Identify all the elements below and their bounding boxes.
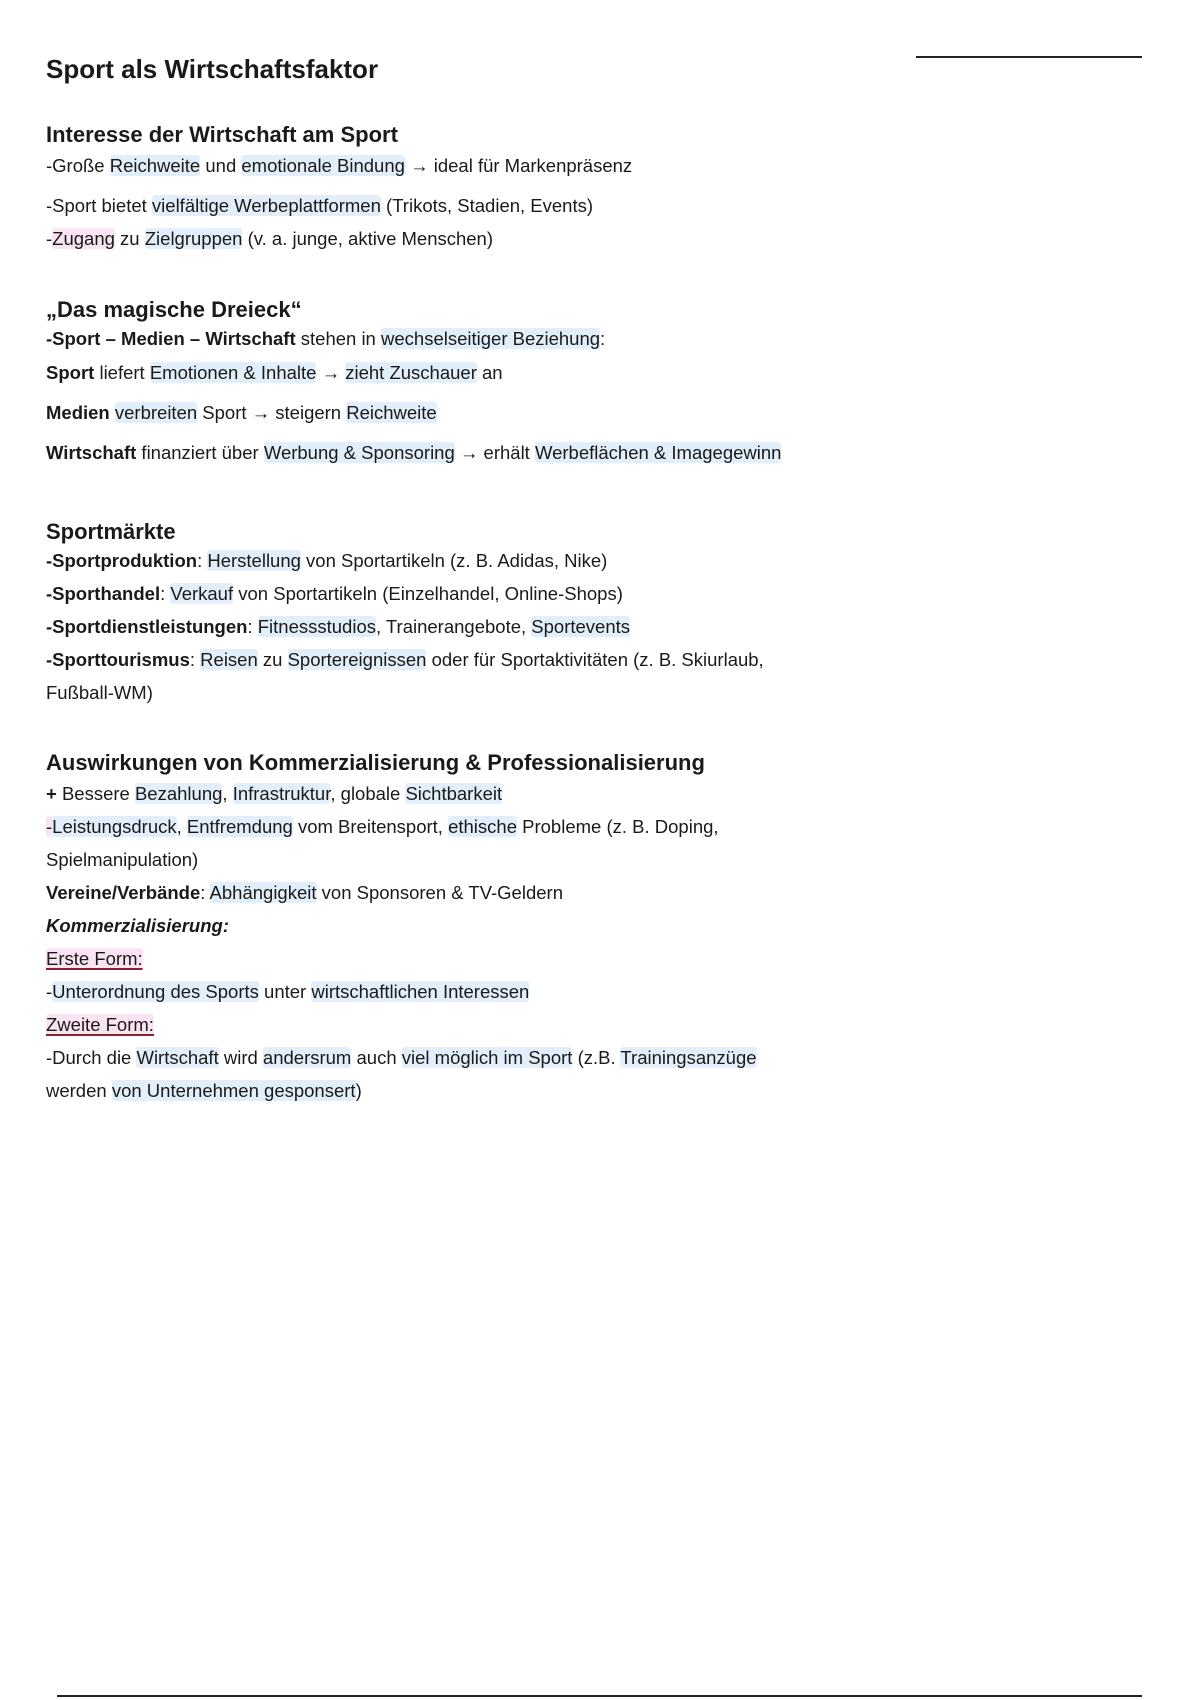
text-run: : bbox=[200, 882, 210, 903]
highlight: Emotionen & Inhalte bbox=[149, 362, 317, 383]
text-run: : bbox=[189, 649, 201, 670]
text-line bbox=[46, 327, 1146, 351]
bold-run: -Sportproduktion bbox=[46, 550, 198, 571]
text-run: Sport → steigern bbox=[197, 402, 347, 423]
text-run: -Große bbox=[46, 155, 110, 176]
bold-run: Sport bbox=[46, 362, 95, 383]
text-run: Bessere bbox=[56, 783, 135, 804]
highlight: Wirtschaft bbox=[136, 1047, 219, 1068]
bold-run: -Sporthandel bbox=[46, 583, 161, 604]
highlight: Zugang bbox=[52, 228, 115, 249]
text-run: von Sportartikeln (Einzelhandel, Online-Shops) bbox=[233, 583, 623, 604]
highlight: zieht Zuschauer bbox=[345, 362, 477, 383]
highlight: Reisen bbox=[200, 649, 258, 670]
text-run: finanziert über bbox=[136, 442, 264, 463]
highlight: Unterordnung des Sports bbox=[52, 981, 259, 1002]
underlined-label: Erste Form: bbox=[46, 948, 143, 969]
text-run: (v. a. junge, aktive Menschen) bbox=[242, 228, 494, 249]
section-interesse bbox=[46, 120, 1146, 251]
text-run: vom Breitensport, bbox=[292, 816, 449, 837]
text-run: unter bbox=[258, 981, 312, 1002]
document-title: Sport als Wirtschaftsfaktor bbox=[46, 54, 379, 84]
text-line bbox=[46, 401, 1146, 425]
text-run: → bbox=[316, 362, 346, 383]
highlight: wechselseitiger Beziehung bbox=[381, 328, 601, 349]
highlight: emotionale Bindung bbox=[241, 155, 405, 176]
highlight: andersrum bbox=[262, 1047, 352, 1068]
text-run: Probleme (z. B. Doping, bbox=[517, 816, 719, 837]
text-line bbox=[46, 815, 1146, 839]
highlight: Zielgruppen bbox=[144, 228, 243, 249]
highlight: Fitnessstudios bbox=[257, 616, 376, 637]
text-run: : bbox=[247, 616, 258, 637]
text-run: -Sport bietet bbox=[46, 195, 152, 216]
text-run: , bbox=[222, 783, 233, 804]
text-line bbox=[46, 194, 1146, 218]
highlight: Abhängigkeit bbox=[209, 882, 317, 903]
text-line bbox=[46, 1046, 1146, 1070]
text-line bbox=[46, 361, 1146, 385]
text-run: und bbox=[200, 155, 242, 176]
text-line bbox=[46, 980, 1146, 1004]
highlight: ethische bbox=[448, 816, 517, 837]
text-run: an bbox=[476, 362, 503, 383]
text-line bbox=[46, 582, 1146, 606]
highlight: Werbung & Sponsoring bbox=[263, 442, 455, 463]
highlight: Sportereignissen bbox=[287, 649, 427, 670]
text-run: stehen in bbox=[295, 328, 381, 349]
underlined-label: Zweite Form: bbox=[46, 1014, 154, 1035]
text-line: Spielmanipulation) bbox=[46, 849, 199, 870]
highlight: Leistungsdruck bbox=[52, 816, 177, 837]
section-dreieck bbox=[46, 295, 1146, 465]
text-line bbox=[46, 947, 1146, 971]
text-line bbox=[46, 227, 1146, 251]
bold-run: Medien bbox=[46, 402, 110, 423]
text-run: wird bbox=[218, 1047, 263, 1068]
text-line bbox=[46, 615, 1146, 639]
text-run: - bbox=[46, 228, 53, 249]
text-run: , bbox=[176, 816, 187, 837]
text-line bbox=[46, 549, 1146, 573]
text-line: Fußball-WM) bbox=[46, 682, 153, 703]
highlight: wirtschaftlichen Interessen bbox=[311, 981, 530, 1002]
text-run: (Trikots, Stadien, Events) bbox=[380, 195, 594, 216]
highlight: Trainingsanzüge bbox=[620, 1047, 757, 1068]
text-line bbox=[46, 782, 1146, 806]
text-run: : bbox=[197, 550, 208, 571]
text-run: - bbox=[46, 981, 53, 1002]
text-run: : bbox=[160, 583, 171, 604]
text-line bbox=[46, 881, 1146, 905]
text-run: oder für Sportaktivitäten (z. B. Skiurlaub, bbox=[426, 649, 764, 670]
section-heading: „Das magische Dreieck“ bbox=[46, 297, 302, 322]
bold-run: -Sporttourismus bbox=[46, 649, 190, 670]
text-line: Kommerzialisierung: bbox=[46, 915, 229, 936]
highlight: Reichweite bbox=[109, 155, 201, 176]
text-run: , Trainerangebote, bbox=[375, 616, 532, 637]
text-line bbox=[46, 1013, 1146, 1037]
section-heading: Auswirkungen von Kommerzialisierung & Professionalisierung bbox=[46, 750, 705, 775]
text-line bbox=[46, 1079, 1146, 1103]
highlight: vielfältige Werbeplattformen bbox=[151, 195, 381, 216]
highlight: Infrastruktur bbox=[232, 783, 331, 804]
text-run: ) bbox=[355, 1080, 362, 1101]
highlight: Verkauf bbox=[170, 583, 234, 604]
bold-run: Wirtschaft bbox=[46, 442, 137, 463]
text-run: : bbox=[600, 328, 606, 349]
section-heading: Interesse der Wirtschaft am Sport bbox=[46, 122, 398, 147]
section-heading: Sportmärkte bbox=[46, 519, 176, 544]
text-run: liefert bbox=[94, 362, 150, 383]
text-run: zu bbox=[114, 228, 145, 249]
text-run: zu bbox=[257, 649, 288, 670]
highlight: verbreiten bbox=[114, 402, 198, 423]
text-run: von Sportartikeln (z. B. Adidas, Nike) bbox=[300, 550, 608, 571]
highlight: Reichweite bbox=[346, 402, 437, 423]
text-line bbox=[46, 648, 1146, 672]
text-run: → erhält bbox=[454, 442, 535, 463]
text-run: (z.B. bbox=[572, 1047, 621, 1068]
highlight: von Unternehmen gesponsert bbox=[111, 1080, 356, 1101]
plus-sign: + bbox=[46, 783, 57, 804]
bottom-rule bbox=[57, 1695, 1142, 1697]
text-line bbox=[46, 441, 1146, 465]
highlight: Sichtbarkeit bbox=[405, 783, 503, 804]
highlight: Sportevents bbox=[531, 616, 631, 637]
bold-run: Vereine/Verbände bbox=[46, 882, 201, 903]
text-run: → ideal für Markenpräsenz bbox=[404, 155, 633, 176]
highlight: Bezahlung bbox=[134, 783, 223, 804]
bold-run: -Sport – Medien – Wirtschaft bbox=[46, 328, 296, 349]
highlight: Herstellung bbox=[207, 550, 301, 571]
highlight: Werbeflächen & Imagegewinn bbox=[534, 442, 782, 463]
text-run: -Durch die bbox=[46, 1047, 137, 1068]
bold-run: -Sportdienstleistungen bbox=[46, 616, 248, 637]
highlight: - bbox=[46, 816, 53, 837]
text-run: werden bbox=[46, 1080, 112, 1101]
highlight: viel möglich im Sport bbox=[401, 1047, 573, 1068]
text-run: , globale bbox=[330, 783, 406, 804]
top-rule bbox=[916, 56, 1142, 58]
text-run: von Sponsoren & TV-Geldern bbox=[316, 882, 563, 903]
section-auswirkungen bbox=[46, 748, 1146, 1103]
text-line bbox=[46, 154, 1146, 178]
section-sportmaerkte bbox=[46, 517, 1146, 705]
text-run: auch bbox=[351, 1047, 402, 1068]
highlight: Entfremdung bbox=[186, 816, 293, 837]
